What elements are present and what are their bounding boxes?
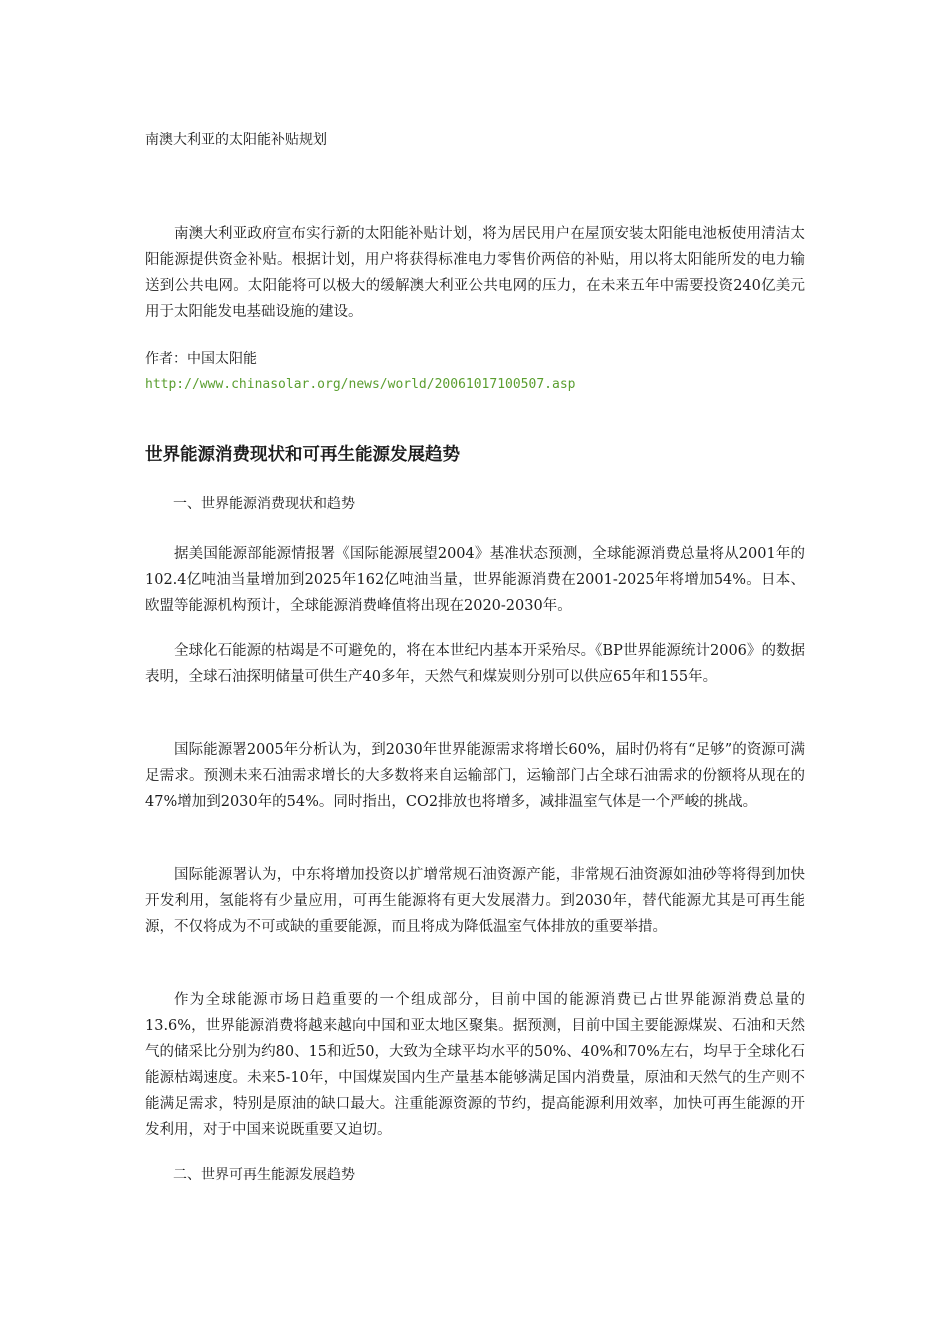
article-title: 南澳大利亚的太阳能补贴规划 [145,132,327,148]
body-paragraph-5: 作为全球能源市场日趋重要的一个组成部分，目前中国的能源消费已占世界能源消费总量的13.6%，世界能源消费将越来越向中国和亚太地区聚集。据预测，目前中国主要能源煤炭、石油和天然气的储采比分别为约80、15和近50，大致为全球平均水平的50%、40%和70%左右，均早于全球化石能源枯竭速度。未来5-10年，中国煤炭国内生产量基本能够满足国内消费量，原油和天然气的生产则不能满足需求，特别是原油的缺口最大。注重能源资源的节约，提高能源利用效率，加快可再生能源的开发利用，对于中国来说既重要又迫切。 [145,992,805,1138]
body-paragraph-4: 国际能源署认为，中东将增加投资以扩增常规石油资源产能，非常规石油资源如油砂等将得到加快开发利用，氢能将有少量应用，可再生能源将有更大发展潜力。到2030年，替代能源尤其是可再生能源，不仅将成为不可或缺的重要能源，而且将成为降低温室气体排放的重要举措。 [145,867,805,935]
source-link[interactable]: http://www.chinasolar.org/news/world/20061017100507.asp [145,377,576,392]
body-paragraph-3: 国际能源署2005年分析认为，到2030年世界能源需求将增长60%，届时仍将有“足够”的资源可满足需求。预测未来石油需求增长的大多数将来自运输部门，运输部门占全球石油需求的份额将从现在的47%增加到2030年的54%。同时指出，CO2排放也将增多，减排温室气体是一个严峻的挑战。 [145,742,805,810]
section-heading: 世界能源消费现状和可再生能源发展趋势 [145,445,460,465]
body-paragraph-1: 据美国能源部能源情报署《国际能源展望2004》基准状态预测，全球能源消费总量将从2001年的102.4亿吨油当量增加到2025年162亿吨油当量，世界能源消费在2001-2025年将增加54%。日本、欧盟等能源机构预计，全球能源消费峰值将出现在2020-2030年。 [145,546,805,614]
subsection-title-1: 一、世界能源消费现状和趋势 [173,496,355,512]
subsection-title-2: 二、世界可再生能源发展趋势 [173,1167,355,1183]
article-body-paragraph: 南澳大利亚政府宣布实行新的太阳能补贴计划，将为居民用户在屋顶安装太阳能电池板使用清洁太阳能源提供资金补贴。根据计划，用户将获得标准电力零售价两倍的补贴，用以将太阳能所发的电力输送到公共电网。太阳能将可以极大的缓解澳大利亚公共电网的压力，在未来五年中需要投资240亿美元用于太阳能发电基础设施的建设。 [145,226,805,320]
body-paragraph-2: 全球化石能源的枯竭是不可避免的，将在本世纪内基本开采殆尽。《BP世界能源统计2006》的数据表明，全球石油探明储量可供生产40多年，天然气和煤炭则分别可以供应65年和155年。 [145,643,805,685]
author-line: 作者：中国太阳能 [145,351,257,367]
